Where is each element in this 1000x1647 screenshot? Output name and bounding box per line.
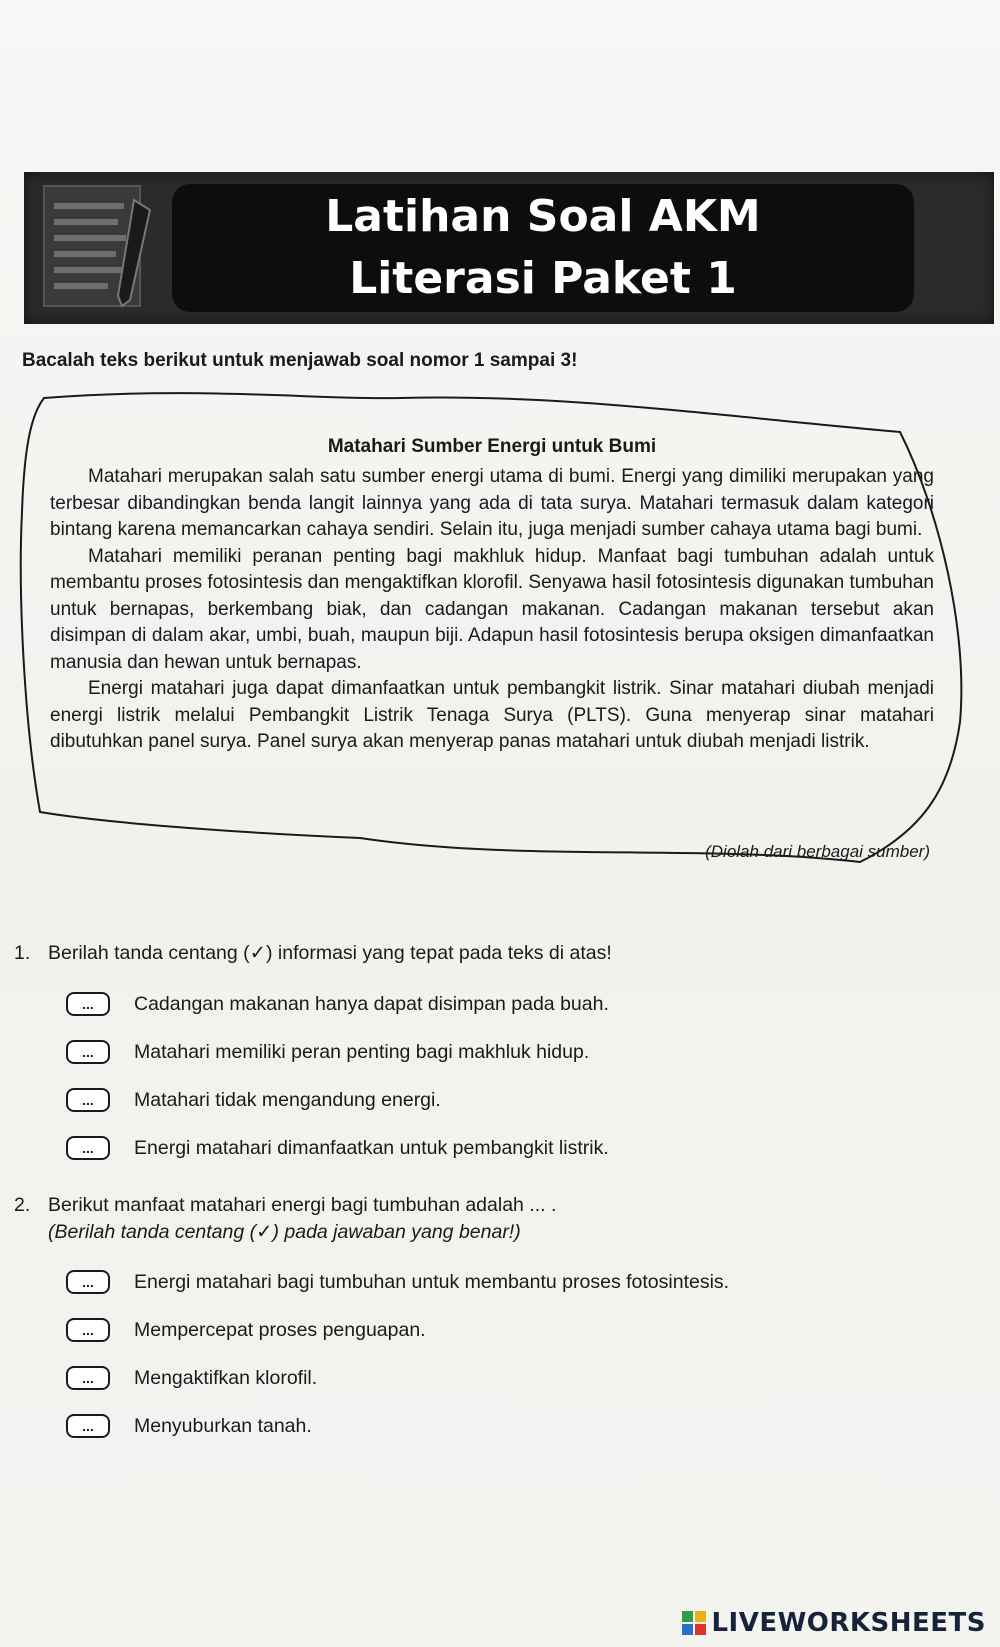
option-text: Matahari tidak mengandung energi. [134, 1088, 441, 1111]
question-text: Berikut manfaat matahari energi bagi tumbuhan adalah ... . [48, 1194, 557, 1216]
option-item [66, 1306, 729, 1354]
passage-source: (Diolah dari berbagai sumber) [705, 842, 930, 861]
option-item [66, 1124, 609, 1172]
liveworksheets-logo-icon [681, 1610, 707, 1636]
option-item [66, 1076, 609, 1124]
passage-paragraph-3: Energi matahari juga dapat dimanfaatkan untuk pembangkit listrik. Sinar matahari diubah menjadi energi listrik melalui Pembangkit Listrik Tenaga Surya (PLTS). Guna menyerap sinar matahari dibutuhkan panel surya. Panel surya akan menyerap panas matahari untuk diubah menjadi listrik. [50, 678, 934, 752]
question-number: 1. [14, 942, 31, 964]
option-item [66, 1028, 609, 1076]
answer-checkbox[interactable]: ... [66, 1040, 110, 1064]
option-item [66, 1258, 729, 1306]
option-item [66, 1402, 729, 1450]
worksheet-title [172, 184, 914, 312]
document-pencil-icon [38, 180, 158, 320]
option-text: Mempercepat proses penguapan. [134, 1318, 426, 1341]
question-2-options [66, 1258, 729, 1450]
answer-checkbox[interactable]: ... [66, 1366, 110, 1390]
answer-checkbox[interactable]: ... [66, 1414, 110, 1438]
logo-text: LIVEWORKSHEETS [711, 1608, 986, 1638]
liveworksheets-logo [681, 1608, 986, 1638]
option-text: Energi matahari bagi tumbuhan untuk membantu proses fotosintesis. [134, 1270, 730, 1293]
answer-checkbox[interactable]: ... [66, 1318, 110, 1342]
option-text: Matahari memiliki peran penting bagi makhluk hidup. [134, 1040, 590, 1063]
question-1 [14, 940, 612, 967]
reading-passage [50, 434, 934, 756]
answer-checkbox[interactable]: ... [66, 1136, 110, 1160]
question-2 [14, 1192, 556, 1246]
option-item [66, 1354, 729, 1402]
answer-checkbox[interactable]: ... [66, 1270, 110, 1294]
option-text: Menyuburkan tanah. [134, 1414, 312, 1437]
option-text: Cadangan makanan hanya dapat disimpan pada buah. [134, 992, 609, 1015]
passage-paragraph-2: Matahari memiliki peranan penting bagi makhluk hidup. Manfaat bagi tumbuhan adalah untuk membantu proses fotosintesis dan mengaktifkan klorofil. Senyawa hasil fotosintesis digunakan tumbuhan untuk bernapas, berkembang biak, dan cadangan makanan. Cadangan makanan tersebut akan disimpan di dalam akar, umbi, buah, maupun biji. Adapun hasil fotosintesis berupa oksigen dimanfaatkan manusia dan hewan untuk bernapas. [50, 545, 935, 673]
question-text: Berilah tanda centang (✓) informasi yang tepat pada teks di atas! [48, 942, 612, 964]
answer-checkbox[interactable]: ... [66, 992, 110, 1016]
question-1-options [66, 980, 609, 1172]
reading-instruction: Bacalah teks berikut untuk menjawab soal nomor 1 sampai 3! [22, 350, 578, 371]
question-subtext: (Berilah tanda centang (✓) pada jawaban yang benar!) [48, 1221, 521, 1243]
option-item [66, 980, 609, 1028]
header-banner [24, 172, 994, 324]
option-text: Energi matahari dimanfaatkan untuk pembangkit listrik. [134, 1136, 609, 1159]
title-line-1: Latihan Soal AKM [325, 191, 761, 242]
passage-paragraph-1: Matahari merupakan salah satu sumber energi utama di bumi. Energi yang dimiliki merupakan yang terbesar dibandingkan benda langit lainnya yang ada di tata surya. Matahari termasuk dalam kategori bintang karena memancarkan cahaya sendiri. Selain itu, juga menjadi sumber cahaya utama bagi bumi. [50, 466, 934, 540]
title-line-2: Literasi Paket 1 [349, 253, 737, 304]
answer-checkbox[interactable]: ... [66, 1088, 110, 1112]
option-text: Mengaktifkan klorofil. [134, 1366, 318, 1389]
question-number: 2. [14, 1194, 31, 1216]
passage-title: Matahari Sumber Energi untuk Bumi [327, 436, 657, 457]
